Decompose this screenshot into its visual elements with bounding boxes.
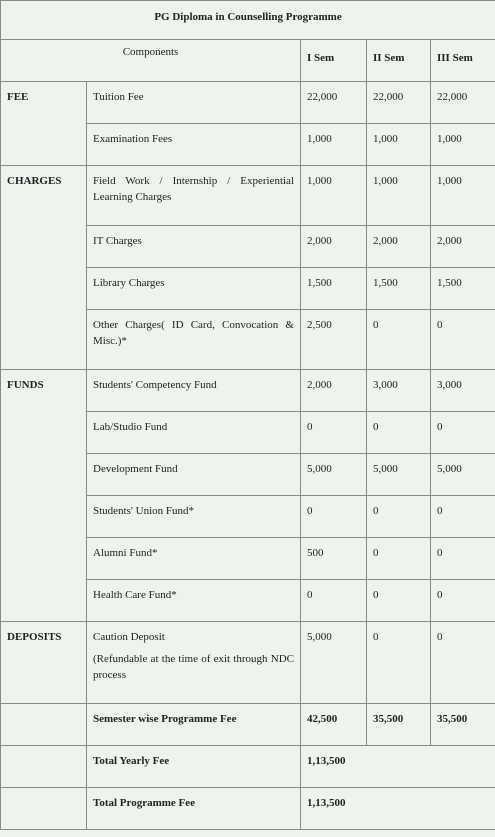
cell-sem2: 5,000 [367, 454, 431, 496]
row-label: Lab/Studio Fund [87, 412, 301, 454]
cell-sem2: 3,000 [367, 370, 431, 412]
cell-sem1: 500 [301, 538, 367, 580]
cell-sem2: 0 [367, 310, 431, 370]
row-label: IT Charges [87, 226, 301, 268]
cell-sem2: 0 [367, 622, 431, 704]
category-funds: FUNDS [1, 370, 87, 622]
header-sem1: I Sem [301, 40, 367, 82]
category-fee: FEE [1, 82, 87, 166]
programme-total-value: 1,13,500 [301, 788, 495, 830]
cell-sem2: 0 [367, 538, 431, 580]
table-row [1, 82, 495, 124]
row-label: Alumni Fund* [87, 538, 301, 580]
cell-sem3: 0 [431, 622, 495, 704]
category-deposits: DEPOSITS [1, 622, 87, 704]
cell-sem2: 1,500 [367, 268, 431, 310]
table-row [1, 622, 495, 704]
row-label: Tuition Fee [87, 82, 301, 124]
header-sem3: III Sem [431, 40, 495, 82]
cell-sem3: 22,000 [431, 82, 495, 124]
cell-sem3: 1,500 [431, 268, 495, 310]
row-label: Library Charges [87, 268, 301, 310]
cell-sem3: 0 [431, 310, 495, 370]
cell-sem1: 1,000 [301, 166, 367, 226]
row-label: Students' Competency Fund [87, 370, 301, 412]
semester-total-sem1: 42,500 [301, 704, 367, 746]
header-components: Components [1, 40, 301, 82]
semester-total-row [1, 704, 495, 746]
row-label: Health Care Fund* [87, 580, 301, 622]
cell-sem1: 0 [301, 580, 367, 622]
cell-sem2: 1,000 [367, 166, 431, 226]
row-label: Examination Fees [87, 124, 301, 166]
cell-sem3: 1,000 [431, 166, 495, 226]
cell-sem1: 2,500 [301, 310, 367, 370]
row-label [87, 622, 301, 704]
cell-sem3: 0 [431, 496, 495, 538]
yearly-total-label: Total Yearly Fee [87, 746, 301, 788]
caution-deposit-note: (Refundable at the time of exit through NDC process [93, 653, 294, 681]
table-row [1, 166, 495, 226]
cell-sem3: 5,000 [431, 454, 495, 496]
cell-sem1: 0 [301, 412, 367, 454]
semester-total-sem3: 35,500 [431, 704, 495, 746]
programme-total-label: Total Programme Fee [87, 788, 301, 830]
cell-sem1: 1,500 [301, 268, 367, 310]
cell-sem2: 0 [367, 412, 431, 454]
category-charges: CHARGES [1, 166, 87, 370]
table-row [1, 370, 495, 412]
yearly-total-value: 1,13,500 [301, 746, 495, 788]
cell-sem1: 22,000 [301, 82, 367, 124]
cell-sem3: 1,000 [431, 124, 495, 166]
cell-sem2: 1,000 [367, 124, 431, 166]
cell-sem1: 5,000 [301, 454, 367, 496]
cell-sem2: 2,000 [367, 226, 431, 268]
cell-sem1: 5,000 [301, 622, 367, 704]
cell-sem1: 1,000 [301, 124, 367, 166]
row-label: Other Charges( ID Card, Convocation & Misc.)* [87, 310, 301, 370]
semester-total-label: Semester wise Programme Fee [87, 704, 301, 746]
table-title: PG Diploma in Counselling Programme [1, 1, 495, 40]
row-label: Students' Union Fund* [87, 496, 301, 538]
cell-sem3: 0 [431, 580, 495, 622]
cell-sem3: 0 [431, 412, 495, 454]
cell-sem3: 2,000 [431, 226, 495, 268]
cell-sem1: 0 [301, 496, 367, 538]
cell-sem2: 0 [367, 580, 431, 622]
cell-sem3: 3,000 [431, 370, 495, 412]
cell-sem1: 2,000 [301, 370, 367, 412]
cell-sem1: 2,000 [301, 226, 367, 268]
row-label: Field Work / Internship / Experiential Learning Charges [87, 166, 301, 226]
header-sem2: II Sem [367, 40, 431, 82]
cell-sem3: 0 [431, 538, 495, 580]
cell-sem2: 0 [367, 496, 431, 538]
semester-total-sem2: 35,500 [367, 704, 431, 746]
programme-total-row [1, 788, 495, 830]
row-label: Development Fund [87, 454, 301, 496]
cell-sem2: 22,000 [367, 82, 431, 124]
yearly-total-row [1, 746, 495, 788]
caution-deposit-label: Caution Deposit [93, 631, 165, 643]
